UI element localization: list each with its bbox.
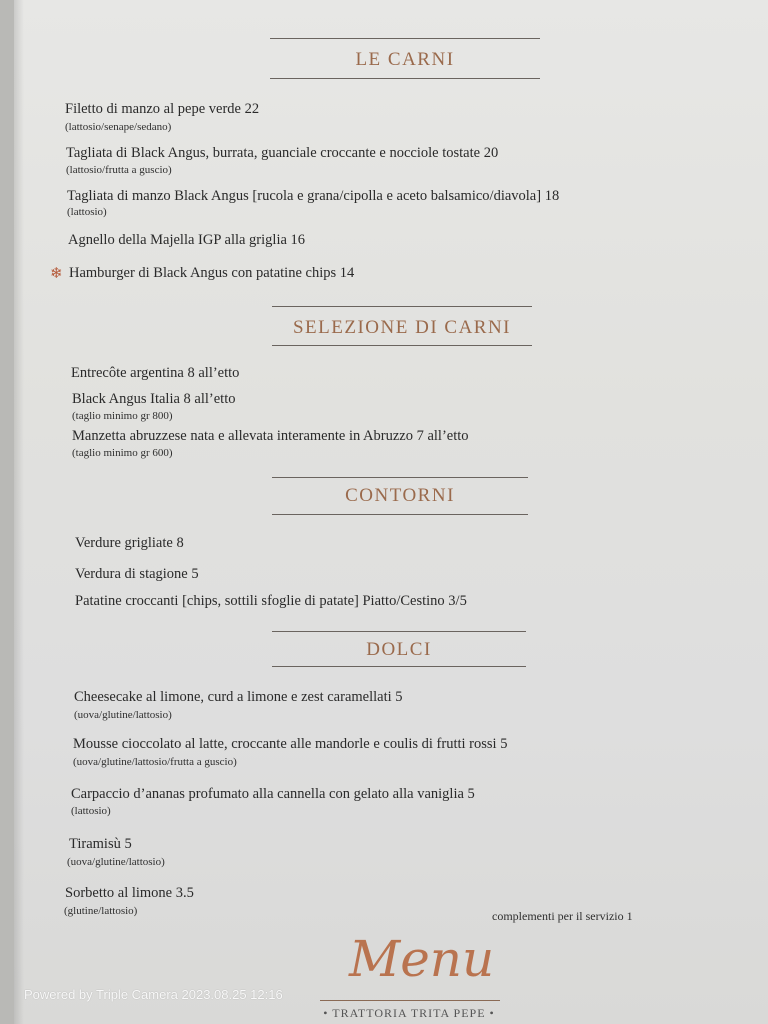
minimum-cut-note: (taglio minimo gr 600) <box>72 447 173 459</box>
section-rule-bottom <box>272 345 532 346</box>
section-title-dolci: DOLCI <box>366 639 432 660</box>
section-title-selezione: SELEZIONE DI CARNI <box>292 317 512 338</box>
camera-watermark: Powered by Triple Camera 2023.08.25 12:16 <box>24 987 283 1002</box>
service-charge-note: complementi per il servizio 1 <box>492 909 633 923</box>
menu-item-sorbetto: Sorbetto al limone 3.5 <box>65 885 194 901</box>
menu-item-hamburger: Hamburger di Black Angus con patatine chips 14 <box>69 265 355 281</box>
section-rule-top <box>272 477 528 478</box>
allergen-note: (lattosio) <box>67 206 107 218</box>
menu-item-verdure-grigliate: Verdure grigliate 8 <box>75 535 184 551</box>
allergen-note: (lattosio) <box>71 805 111 817</box>
menu-item-tagliata-manzo: Tagliata di manzo Black Angus [rucola e grana/cipolla e aceto balsamico/diavola] 18 <box>67 188 560 204</box>
menu-item-patatine: Patatine croccanti [chips, sottili sfoglie di patate] Piatto/Cestino 3/5 <box>75 593 467 609</box>
menu-item-agnello: Agnello della Majella IGP alla griglia 16 <box>68 232 306 248</box>
menu-item-tiramisu: Tiramisù 5 <box>69 836 132 852</box>
page-edge-shadow <box>14 0 24 1024</box>
allergen-note: (lattosio/frutta a guscio) <box>66 164 172 176</box>
section-rule-top <box>272 306 532 307</box>
menu-page <box>14 0 768 1024</box>
allergen-note: (glutine/lattosio) <box>64 905 138 917</box>
section-rule-bottom <box>270 78 540 79</box>
menu-item-verdura-stagione: Verdura di stagione 5 <box>75 566 199 582</box>
menu-item-tagliata-burrata: Tagliata di Black Angus, burrata, guanciale croccante e nocciole tostate 20 <box>66 145 499 161</box>
menu-item-mousse: Mousse cioccolato al latte, croccante alle mandorle e coulis di frutti rossi 5 <box>73 736 508 752</box>
section-rule-bottom <box>272 514 528 515</box>
menu-logo-script: Menu <box>349 930 495 988</box>
section-title-carni: LE CARNI <box>355 49 455 70</box>
minimum-cut-note: (taglio minimo gr 800) <box>72 410 173 422</box>
allergen-note: (uova/glutine/lattosio/frutta a guscio) <box>73 756 237 768</box>
section-rule-top <box>272 631 526 632</box>
section-rule-bottom <box>272 666 526 667</box>
section-title-contorni: CONTORNI <box>345 485 455 506</box>
logo-rule <box>320 1000 500 1001</box>
section-rule-top <box>270 38 540 39</box>
menu-item-black-angus-italia: Black Angus Italia 8 all’etto <box>72 391 236 407</box>
menu-item-entrecote: Entrecôte argentina 8 all’etto <box>71 365 240 381</box>
menu-item-filetto: Filetto di manzo al pepe verde 22 <box>65 101 260 117</box>
frozen-snowflake-icon: ❄ <box>50 264 63 282</box>
allergen-note: (uova/glutine/lattosio) <box>74 709 172 721</box>
trattoria-name: • TRATTORIA TRITA PEPE • <box>323 1006 495 1020</box>
allergen-note: (uova/glutine/lattosio) <box>67 856 165 868</box>
allergen-note: (lattosio/senape/sedano) <box>65 121 172 133</box>
menu-item-cheesecake: Cheesecake al limone, curd a limone e zest caramellati 5 <box>74 689 403 705</box>
menu-item-carpaccio-ananas: Carpaccio d’ananas profumato alla cannella con gelato alla vaniglia 5 <box>71 786 475 802</box>
menu-item-manzetta: Manzetta abruzzese nata e allevata interamente in Abruzzo 7 all’etto <box>72 428 469 444</box>
